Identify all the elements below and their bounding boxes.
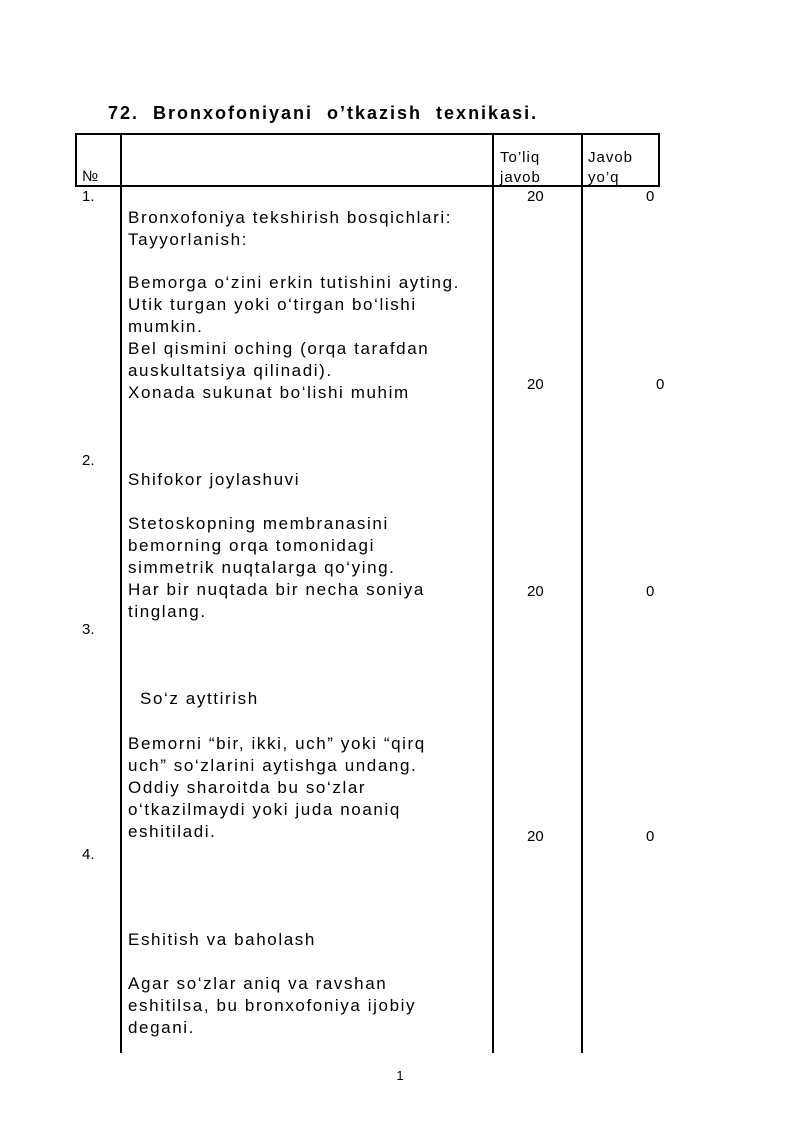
text-line: simmetrik nuqtalarga qo‘ying.: [128, 558, 396, 577]
text-line: Xonada sukunat bo‘lishi muhim: [128, 383, 410, 402]
row-number: 2.: [82, 452, 95, 469]
text-line: Agar so‘zlar aniq va ravshan: [128, 974, 388, 993]
header-bottom-border: [75, 185, 660, 187]
text-line: Bemorni “bir, ikki, uch” yoki “qirq: [128, 734, 426, 753]
table-top-border: [75, 133, 660, 135]
text-line: degani.: [128, 1018, 195, 1037]
header-no-answer-2: yo’q: [588, 169, 620, 186]
text-line: auskultatsiya qilinadi).: [128, 361, 333, 380]
column-divider-3: [581, 133, 583, 1053]
header-full-answer-2: javob: [500, 169, 541, 186]
column-divider-1: [120, 133, 122, 1053]
page-title: 72. Bronxofoniyani o’tkazish texnikasi.: [108, 103, 539, 123]
page-number: 1: [396, 1068, 404, 1083]
score-full: 20: [527, 828, 544, 845]
text-line: mumkin.: [128, 317, 204, 336]
row-number: 4.: [82, 846, 95, 863]
text-line: eshitilsa, bu bronxofoniya ijobiy: [128, 996, 417, 1015]
section-heading: Bronxofoniya tekshirish bosqichlari:: [128, 208, 453, 227]
table-left-border: [75, 133, 77, 186]
text-line: Oddiy sharoitda bu so‘zlar: [128, 778, 367, 797]
section-heading: So‘z ayttirish: [140, 689, 259, 708]
section-subheading: Tayyorlanish:: [128, 230, 249, 249]
text-line: o‘tkazilmaydi yoki juda noaniq: [128, 800, 401, 819]
text-line: tinglang.: [128, 602, 207, 621]
header-full-answer-1: To’liq: [500, 149, 541, 166]
row-number: 1.: [82, 188, 95, 205]
text-line: Stetoskopning membranasini: [128, 514, 389, 533]
header-number: №: [82, 168, 100, 185]
text-line: Bel qismini oching (orqa tarafdan: [128, 339, 430, 358]
header-no-answer-1: Javob: [588, 149, 634, 166]
table-right-border: [658, 133, 660, 186]
text-line: eshitiladi.: [128, 822, 217, 841]
section-heading: Eshitish va baholash: [128, 930, 316, 949]
score-full: 20: [527, 583, 544, 600]
text-line: Har bir nuqtada bir necha soniya: [128, 580, 425, 599]
score-none: 0: [646, 828, 655, 845]
text-line: bemorning orqa tomonidagi: [128, 536, 375, 555]
text-line: Bemorga o‘zini erkin tutishini ayting.: [128, 273, 460, 292]
score-none: 0: [656, 376, 665, 393]
section-heading: Shifokor joylashuvi: [128, 470, 301, 489]
text-line: Utik turgan yoki o‘tirgan bo‘lishi: [128, 295, 417, 314]
row-number: 3.: [82, 621, 95, 638]
column-divider-2: [492, 133, 494, 1053]
score-full: 20: [527, 376, 544, 393]
score-none: 0: [646, 188, 655, 205]
score-none: 0: [646, 583, 655, 600]
text-line: uch” so‘zlarini aytishga undang.: [128, 756, 418, 775]
score-full: 20: [527, 188, 544, 205]
